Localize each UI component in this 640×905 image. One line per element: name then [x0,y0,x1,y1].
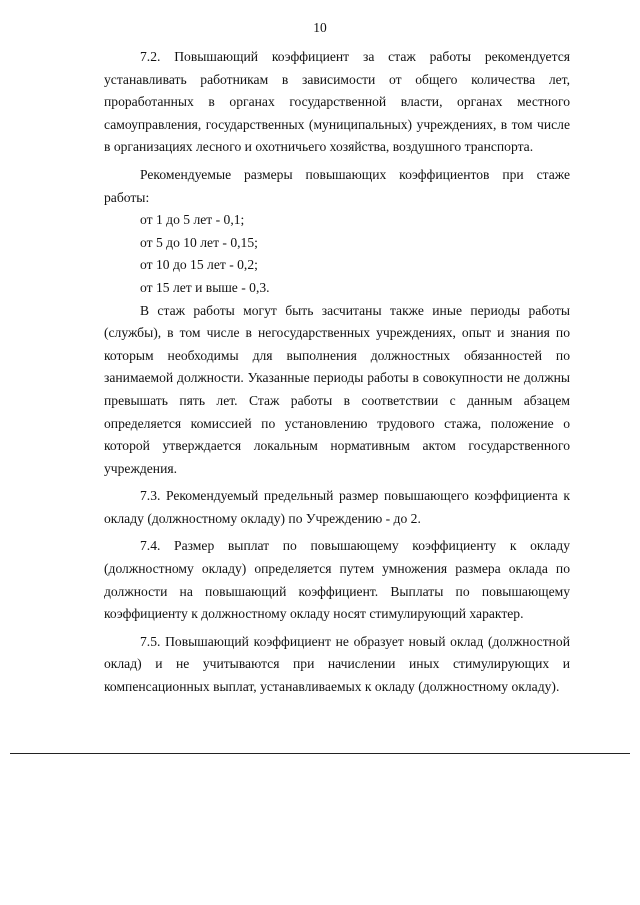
page-bottom-rule [10,753,630,754]
paragraph-7-4: 7.4. Размер выплат по повышающему коэффициенту к окладу (должностному окладу) определяется путем умножения размера оклада по должности на повышающий коэффициент. Выплаты по повышающему коэффициенту к должностному окладу носят стимулирующий характер. [104,538,570,622]
list-item: от 1 до 5 лет - 0,1; [140,212,245,228]
list-item: от 5 до 10 лет - 0,15; [140,234,258,250]
paragraph-recommended-sizes: Рекомендуемые размеры повышающих коэффициентов при стаже работы: [104,166,570,205]
coefficient-list [104,209,570,299]
paragraph-7-3: 7.3. Рекомендуемый предельный размер повышающего коэффициента к окладу (должностному окладу) по Учреждению - до 2. [104,488,570,526]
list-item: от 10 до 15 лет - 0,2; [140,257,258,273]
paragraph-service-periods: В стаж работы могут быть засчитаны также иные периоды работы (службы), в том числе в негосударственных учреждениях, опыт и знания по которым необходимы для выполнения должностных обязанностей по занимаемой должности. Указанные периоды работы в совокупности не должны превышать пять лет. Стаж работы в соответствии с данным абзацем определяется комиссией по установлению трудового стажа, положение о которой утверждается локальным нормативным актом государственного учреждения. [104,302,570,476]
paragraph-7-5: 7.5. Повышающий коэффициент не образует новый оклад (должностной оклад) и не учитываются при начислении иных стимулирующих и компенсационных выплат, устанавливаемых к окладу (должностному окладу). [104,633,570,695]
paragraph-7-2: 7.2. Повышающий коэффициент за стаж работы рекомендуется устанавливать работникам в зависимости от общего количества лет, проработанных в органах государственной власти, органах местного самоуправления, государственных (муниципальных) учреждениях, в том числе в организациях лесного и охотничьего хозяйства, воздушного транспорта. [104,49,570,155]
list-item: от 15 лет и выше - 0,3. [140,279,270,295]
document-body [104,46,570,699]
page-number: 10 [313,20,327,35]
